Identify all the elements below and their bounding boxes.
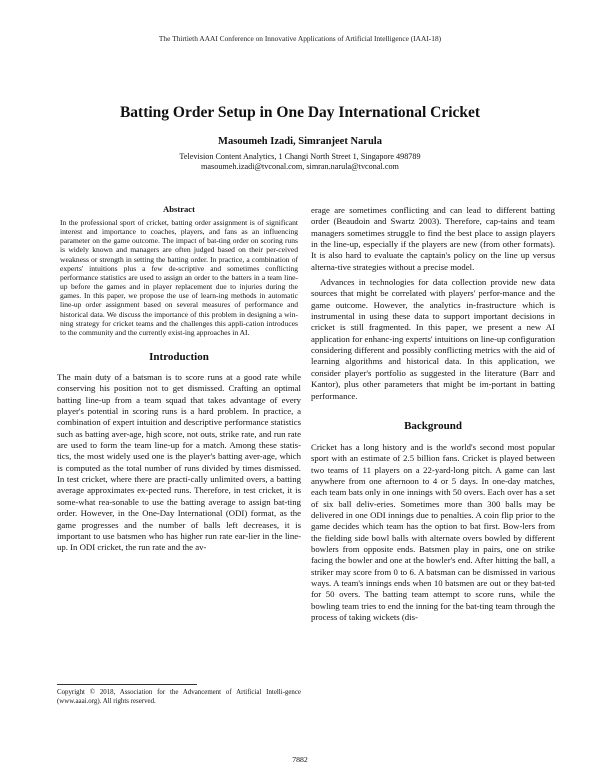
paper-title: Batting Order Setup in One Day International Cricket	[119, 104, 481, 121]
introduction-heading: Introduction	[149, 351, 209, 364]
footnote-rule	[57, 684, 197, 685]
copyright-text: Copyright © 2018, Association for the Advancement of Artificial Intelli-gence (www.aaai.org). All rights reserved.	[57, 689, 301, 705]
affiliation-block	[0, 152, 600, 172]
background-heading: Background	[404, 419, 462, 432]
conference-header: The Thirtieth AAAI Conference on Innovative Applications of Artificial Intelligence (IAAI-18)	[158, 34, 442, 43]
right-column	[311, 205, 555, 623]
right-paragraph-2: Advances in technologies for data collection provide new data sources that might be correlated with players' perfor-mance and the game outcome. However, the analytics in-frastructure which is instrumental in using these data to support important decisions in cricket is still fragmented. In this paper, we present a new AI application for enhanc-ing experts' intuitions on line-up configuration considering different and possibly conflicting metrics with the aid of learning algorithms and historical data. In this application, we consider player's portfolio as suggested in the literature (Barr and Kantor), plus other parameters that might be im-portant in batting performance.	[311, 277, 555, 401]
background-text: Cricket has a long history and is the world's second most popular sport with an estimate of 2.5 billion fans. Cricket is played between two teams of 11 players on a 22-yard-long pitch. A game can last anywhere from one afternoon to 4 or 5 days. In one-day matches, each team bats only in one innings with 50 overs. Each over has a set of six ball deliv-eries. Sometimes more than 300 balls may be delivered in one ODI innings due to penalties. A coin flip prior to the game decides which team has the option to bat first. Bow-lers from the fielding side bowl balls with alternate overs bowled by different bowlers from opposite ends. Batsmen play in pairs, one on strike facing the bowler and one at the bowler's end. After hitting the ball, a striker may score from 0 to 6. A batsman can be dismissed in various ways. A team's innings ends when 10 batsmen are out or they bat-ted for 50 overs. The batting team attempt to score runs, while the bowling team tries to end the inning for the bat-ting team through the process of taking wickets (dis-	[311, 441, 555, 622]
paper-authors: Masoumeh Izadi, Simranjeet Narula	[218, 136, 382, 147]
affiliation: Television Content Analytics, 1 Changi North Street 1, Singapore 498789	[179, 152, 421, 161]
right-paragraph-1: erage are sometimes conflicting and can lead to different batting order (Beaudoin and Swartz 2003). Therefore, cap-tains and team managers sometimes struggle to find the best place to assign players in the line-up, especially if the players are new (from other formats). It is also hard to evaluate the captain's policy on the line up versus alterna-tive strategies without a precise model.	[311, 205, 555, 272]
copyright-footnote	[57, 684, 301, 706]
left-column	[57, 204, 301, 554]
introduction-text: The main duty of a batsman is to score runs at a good rate while conserving his position not to get dismissed. Crafting an optimal batting line-up from a team squad that takes advantage of every player's potential in scoring runs is a hard problem. In practice, a combination of expert intuition and descriptive performance statistics such as batting aver-age, high score, not outs, strike rate, and run rate are used to form the team line-up for a match. Among these statis-tics, the most widely used one is the player's batting aver-age, which is computed as the total number of runs divided by times dismissed. In test cricket, where there are practi-cally unlimited overs, a batting average approximates ex-pected runs. Therefore, in test cricket, it is some-what rea-sonable to use the batting average to assign bat-ting order. However, in the One-Day International (ODI) format, as the game progresses and the number of balls left decreases, it is important to use batsmen who has higher run rate ear-lier in the line-up. In ODI cricket, the run rate and the av-	[57, 372, 301, 553]
abstract-heading: Abstract	[163, 204, 195, 214]
abstract-text: In the professional sport of cricket, batting order assignment is of significant interest and importance to coaches, players, and fans as an influencing parameter on the game outcome. The impact of bat-ting order on scoring runs is widely known and managers are often judged based on their per-ceived weakness or strength in setting the batting order. In practice, a combination of experts' intuitions plus a few de-scriptive and sometimes conflicting performance statistics are used to assign an order to the batters in a team line-up before the games and in player replacement due to injuries during the games. In this paper, we propose the use of learn-ing methods in automatic line-up order assignment based on several measures of performance and historical data. We discuss the importance of this problem in designing a win-ning strategy for cricket teams and the challenges this appli-cation introduces to the community and the currently exist-ing approaches in AI.	[60, 218, 298, 337]
page-number: 7882	[292, 755, 308, 764]
author-emails: masoumeh.izadi@tvconal.com, simran.narula@tvconal.com	[201, 162, 399, 171]
